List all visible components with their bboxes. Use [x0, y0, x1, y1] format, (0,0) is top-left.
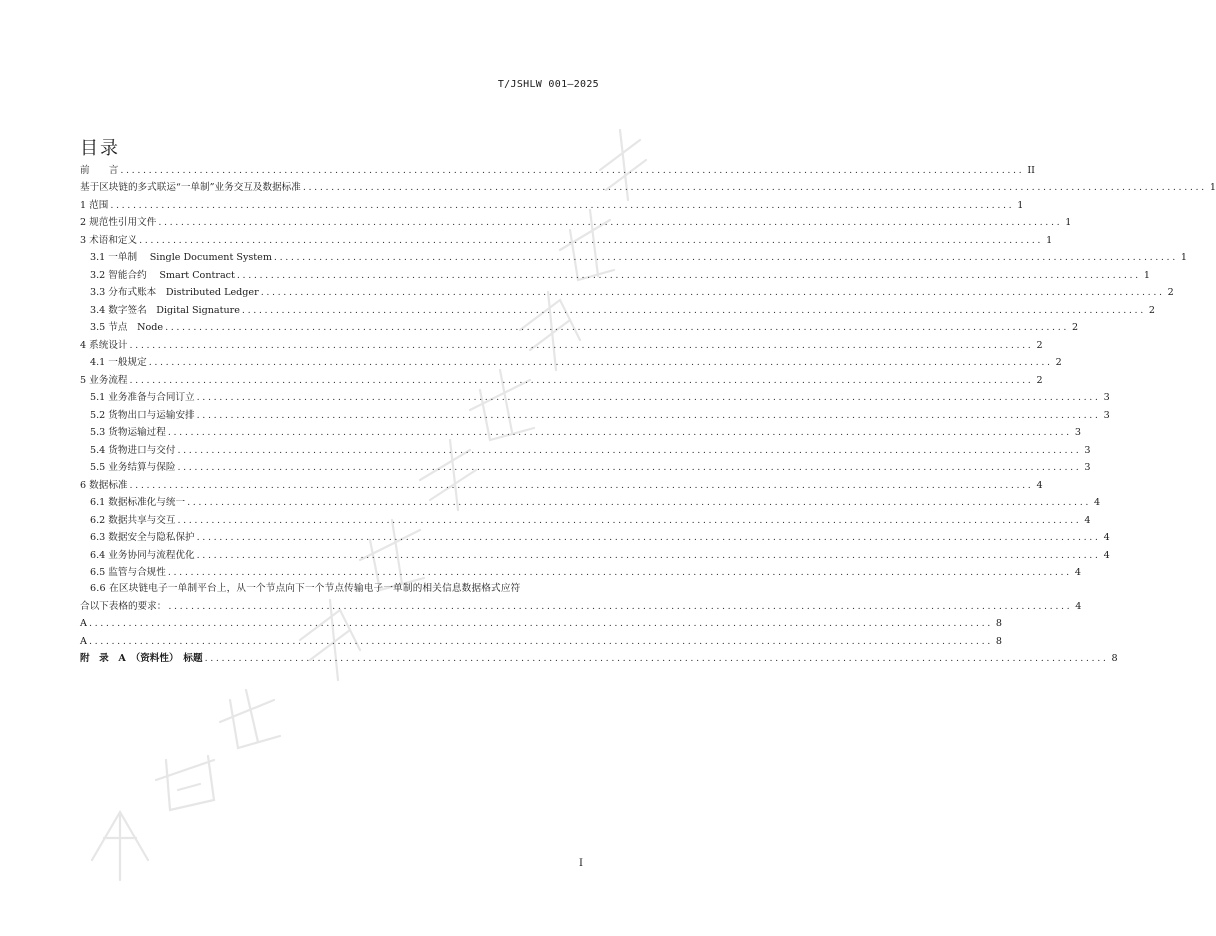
toc-entry-page: II — [1027, 164, 1035, 176]
toc-entry-page: 4 — [1103, 532, 1110, 543]
toc-entry-page: 2 — [1148, 304, 1155, 316]
toc-leader: ................................................................................................................................................................ — [236, 269, 1141, 281]
toc-entry[interactable] — [80, 457, 1091, 475]
toc-leader: ................................................................................................................................................................ — [139, 234, 1044, 246]
toc-entry-label: 5 业务流程 — [80, 374, 128, 386]
toc-leader: ................................................................................................................................................................ — [88, 635, 993, 647]
toc-entry-page: 4 — [1103, 549, 1110, 561]
toc-entry[interactable] — [80, 509, 1091, 527]
toc-leader: ................................................................................................................................................................ — [148, 357, 1053, 368]
toc-entry-page: 1 — [1046, 234, 1053, 246]
toc-leader: ................................................................................................................................................................ — [260, 287, 1165, 298]
toc-leader: ................................................................................................................................................................ — [177, 462, 1082, 473]
toc-leader: ................................................................................................................................................................ — [110, 199, 1015, 211]
toc-leader: ................................................................................................................................................................ — [177, 444, 1082, 456]
toc-leader: ................................................................................................................................................................ — [302, 182, 1207, 193]
toc-entry[interactable] — [80, 229, 1053, 247]
toc-entry-label: 4 系统设计 — [80, 339, 128, 351]
toc-entry-page: 4 — [1084, 514, 1091, 526]
toc-entry-label: 6 数据标准 — [80, 479, 128, 491]
toc-leader: ................................................................................................................................................................ — [177, 514, 1082, 526]
toc-entry-label: 6.1 数据标准化与统一 — [90, 497, 186, 508]
toc-leader: ................................................................................................................................................................ — [120, 164, 1025, 176]
toc-entry-page: 3 — [1103, 392, 1110, 403]
toc-entry-page: 3 — [1103, 409, 1110, 421]
toc-entry-label: 6.6 在区块链电子一单制平台上，从一个节点向下一个节点传输电子一单制的相关信息数据格式应符 — [90, 583, 521, 594]
toc-leader: ................................................................................................................................................................ — [129, 339, 1034, 351]
toc-entry[interactable] — [80, 212, 1072, 230]
toc-entry-page: 8 — [1111, 653, 1118, 664]
toc-entry[interactable] — [80, 422, 1081, 440]
toc-entry[interactable] — [80, 247, 1187, 265]
toc-entry-label: 附 录 A （资料性） 标题 — [80, 653, 203, 664]
toc-leader: ................................................................................................................................................................ — [196, 532, 1101, 543]
toc-entry[interactable] — [80, 282, 1174, 300]
toc-leader: ................................................................................................................................................................ — [167, 427, 1072, 438]
toc-entry[interactable] — [80, 439, 1091, 457]
toc-leader: ................................................................................................................................................................ — [88, 618, 993, 629]
toc-entry-label: 1 范围 — [80, 199, 109, 211]
toc-leader: ................................................................................................................................................................ — [167, 567, 1072, 578]
toc-entry-label: 3.2 智能合约 Smart Contract — [90, 269, 235, 281]
toc-entry-page: 2 — [1036, 339, 1043, 351]
toc-leader: ................................................................................................................................................................ — [165, 322, 1070, 333]
toc-leader: ................................................................................................................................................................ — [168, 600, 1073, 612]
toc-entry[interactable] — [80, 264, 1150, 282]
toc-entry[interactable] — [80, 562, 1081, 580]
toc-entry[interactable] — [80, 299, 1155, 317]
toc-entry-page: 3 — [1074, 427, 1081, 438]
toc-entry-label: 5.3 货物运输过程 — [90, 427, 166, 438]
toc-entry-appendix[interactable] — [80, 648, 1118, 666]
toc-entry-page: 3 — [1084, 462, 1091, 473]
toc-entry-page: 4 — [1075, 600, 1082, 612]
toc-entry-label: 前 言 — [80, 164, 119, 176]
toc-entry-page: 1 — [1065, 217, 1072, 228]
toc-entry[interactable] — [80, 387, 1110, 405]
toc-entry[interactable] — [80, 613, 1002, 631]
document-code: T/JSHLW 001—2025 — [497, 79, 599, 90]
toc-entry-page: 1 — [1017, 199, 1024, 211]
toc-entry[interactable] — [80, 492, 1101, 510]
toc-entry-page: 2 — [1072, 322, 1079, 333]
toc-entry-page: 2 — [1167, 287, 1174, 298]
toc-leader: ................................................................................................................................................................ — [129, 479, 1034, 491]
toc-leader: ................................................................................................................................................................ — [196, 392, 1101, 403]
toc-entry-page: 3 — [1084, 444, 1091, 456]
toc-entry-page: 1 — [1209, 182, 1216, 193]
toc-entry-label: 6.3 数据安全与隐私保护 — [90, 532, 195, 543]
toc-leader: ................................................................................................................................................................ — [241, 304, 1146, 316]
toc-entry[interactable] — [80, 527, 1110, 545]
toc-entry-label: 3 术语和定义 — [80, 234, 138, 246]
toc-entry[interactable] — [80, 159, 1035, 177]
toc-entry-label: 2 规范性引用文件 — [80, 217, 157, 228]
toc-entry-page: 1 — [1143, 269, 1150, 281]
toc-entry-page: 4 — [1074, 567, 1081, 578]
toc-entry[interactable] — [80, 404, 1110, 422]
toc-entry-page: 4 — [1036, 479, 1043, 491]
toc-entry[interactable] — [80, 177, 1216, 195]
toc-entry-page: 8 — [995, 635, 1002, 647]
page-number: I — [579, 858, 583, 869]
toc-entry-label: 3.1 一单制 Single Document System — [90, 252, 272, 263]
toc-entry-label: 6.5 监管与合规性 — [90, 567, 166, 578]
toc-entry-label: A — [80, 618, 87, 629]
toc-entry-label: 3.3 分布式账本 Distributed Ledger — [90, 287, 259, 298]
toc-entry[interactable] — [80, 369, 1043, 387]
toc-leader: ................................................................................................................................................................ — [129, 374, 1034, 386]
toc-entry-page: 8 — [995, 618, 1002, 629]
toc-entry-label: 基于区块链的多式联运“一单制”业务交互及数据标准 — [80, 182, 301, 193]
toc-entry-label: 合以下表格的要求： — [80, 600, 167, 612]
toc-entry-wrapped-line1[interactable] — [80, 579, 599, 595]
toc-entry[interactable] — [80, 352, 1062, 370]
toc-entry-page: 2 — [1055, 357, 1062, 368]
toc-entry-label: 6.2 数据共享与交互 — [90, 514, 176, 526]
toc-entry-label: 4.1 一般规定 — [90, 357, 147, 368]
toc-entry-label: 5.5 业务结算与保险 — [90, 462, 176, 473]
toc-leader: ................................................................................................................................................................ — [187, 497, 1091, 508]
toc-entry-page: 1 — [1180, 252, 1187, 263]
table-of-contents — [80, 159, 1216, 665]
toc-leader: ................................................................................................................................................................ — [196, 549, 1101, 561]
toc-entry[interactable] — [80, 544, 1110, 562]
toc-entry-label: 3.4 数字签名 Digital Signature — [90, 304, 240, 316]
toc-entry-label: 5.2 货物出口与运输安排 — [90, 409, 195, 421]
toc-entry-wrapped-line2[interactable] — [80, 595, 1082, 613]
toc-entry-label: 6.4 业务协同与流程优化 — [90, 549, 195, 561]
toc-leader: ................................................................................................................................................................ — [196, 409, 1101, 421]
toc-entry-page: 4 — [1094, 497, 1101, 508]
toc-entry-label: 5.1 业务准备与合同订立 — [90, 392, 195, 403]
toc-leader: ................................................................................................................................................................ — [273, 252, 1178, 263]
toc-entry-page: 2 — [1036, 374, 1043, 386]
toc-entry[interactable] — [80, 334, 1043, 352]
toc-entry[interactable] — [80, 474, 1043, 492]
toc-leader: ................................................................................................................................................................ — [158, 217, 1063, 228]
toc-title: 目录 — [80, 138, 120, 160]
toc-entry-label: 5.4 货物进口与交付 — [90, 444, 176, 456]
toc-entry-label: A — [80, 635, 87, 647]
toc-entry[interactable] — [80, 317, 1079, 335]
toc-entry[interactable] — [80, 194, 1024, 212]
toc-entry-label: 3.5 节点 Node — [90, 322, 164, 333]
toc-leader: ................................................................................................................................................................ — [204, 653, 1109, 664]
toc-entry[interactable] — [80, 630, 1002, 648]
